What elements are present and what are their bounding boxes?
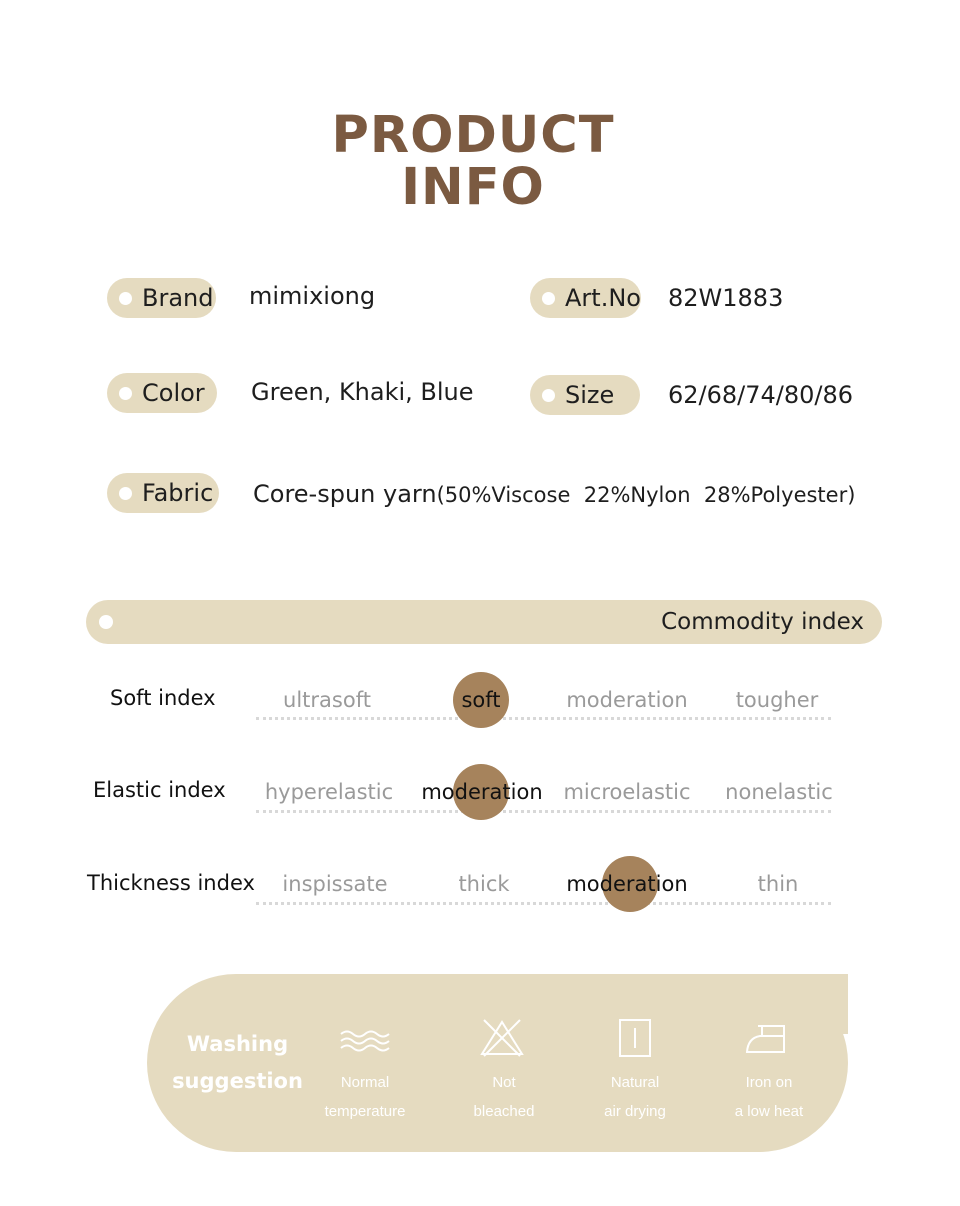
wash-item-line2: air drying (604, 1103, 666, 1120)
wash-item-line2: bleached (473, 1103, 535, 1120)
thickness-index-scale-line (256, 902, 831, 905)
artno-label: Art.No (565, 284, 641, 312)
color-label-pill (107, 373, 217, 413)
wash-item-line1: Not (492, 1074, 516, 1091)
bullet-dot (542, 389, 555, 402)
soft-option-ultrasoft: ultrasoft (283, 688, 371, 712)
thickness-option-thin: thin (757, 872, 799, 896)
washing-title-line2: suggestion (172, 1069, 303, 1093)
elastic-index-scale-line (256, 810, 831, 813)
soft-option-moderation: moderation (566, 688, 688, 712)
wash-item-normal-temperature (295, 1068, 435, 1126)
thickness-index-label: Thickness index (87, 871, 255, 895)
soft-option-soft: soft (461, 688, 501, 712)
wash-item-line2: temperature (324, 1103, 406, 1120)
water-waves-icon (339, 1028, 391, 1054)
bullet-dot (119, 487, 132, 500)
bullet-dot (119, 387, 132, 400)
size-label-pill (530, 375, 640, 415)
soft-option-tougher: tougher (735, 688, 819, 712)
wash-item-not-bleached (434, 1068, 574, 1126)
bullet-dot (542, 292, 555, 305)
size-value: 62/68/74/80/86 (668, 381, 854, 409)
soft-index-scale-line (256, 717, 831, 720)
elastic-index-label: Elastic index (93, 778, 226, 802)
bleach-triangle-crossed-icon (478, 1016, 526, 1058)
wash-item-natural-air-drying (565, 1068, 705, 1126)
wash-item-iron-low-heat (699, 1068, 839, 1126)
fabric-label: Fabric (142, 479, 214, 507)
artno-value: 82W1883 (668, 284, 784, 312)
wash-item-line1: Normal (340, 1074, 390, 1091)
elastic-option-nonelastic: nonelastic (725, 780, 833, 804)
bullet-dot (119, 292, 132, 305)
wash-item-line2: a low heat (734, 1103, 804, 1120)
thickness-option-moderation: moderation (566, 872, 688, 896)
page-title-line1: PRODUCT (331, 106, 615, 165)
elastic-option-hyperelastic: hyperelastic (264, 780, 394, 804)
elastic-option-moderation: moderation (421, 780, 543, 804)
color-value: Green, Khaki, Blue (251, 378, 474, 406)
commodity-index-bar (86, 600, 882, 644)
wash-item-line1: Iron on (745, 1074, 793, 1091)
brand-label: Brand (142, 284, 214, 312)
iron-icon (744, 1020, 790, 1056)
brand-value: mimixiong (249, 282, 376, 310)
soft-index-label: Soft index (110, 686, 216, 710)
fabric-label-pill (107, 473, 219, 513)
thickness-option-inspissate: inspissate (282, 872, 388, 896)
line-dry-icon (617, 1018, 653, 1058)
commodity-index-title: Commodity index (661, 609, 864, 635)
fabric-value (253, 480, 855, 508)
brand-label-pill (107, 278, 216, 318)
artno-label-pill (530, 278, 641, 318)
washing-title-line1: Washing (186, 1032, 289, 1056)
fabric-value-main: Core-spun yarn (253, 480, 437, 508)
wash-item-line1: Natural (610, 1074, 660, 1091)
color-label: Color (142, 379, 205, 407)
size-label: Size (565, 381, 615, 409)
elastic-option-microelastic: microelastic (563, 780, 691, 804)
thickness-option-thick: thick (458, 872, 510, 896)
page-title-line2: INFO (401, 158, 545, 217)
fabric-value-detail: (50%Viscose 22%Nylon 28%Polyester) (436, 483, 856, 507)
bullet-dot (99, 615, 113, 629)
